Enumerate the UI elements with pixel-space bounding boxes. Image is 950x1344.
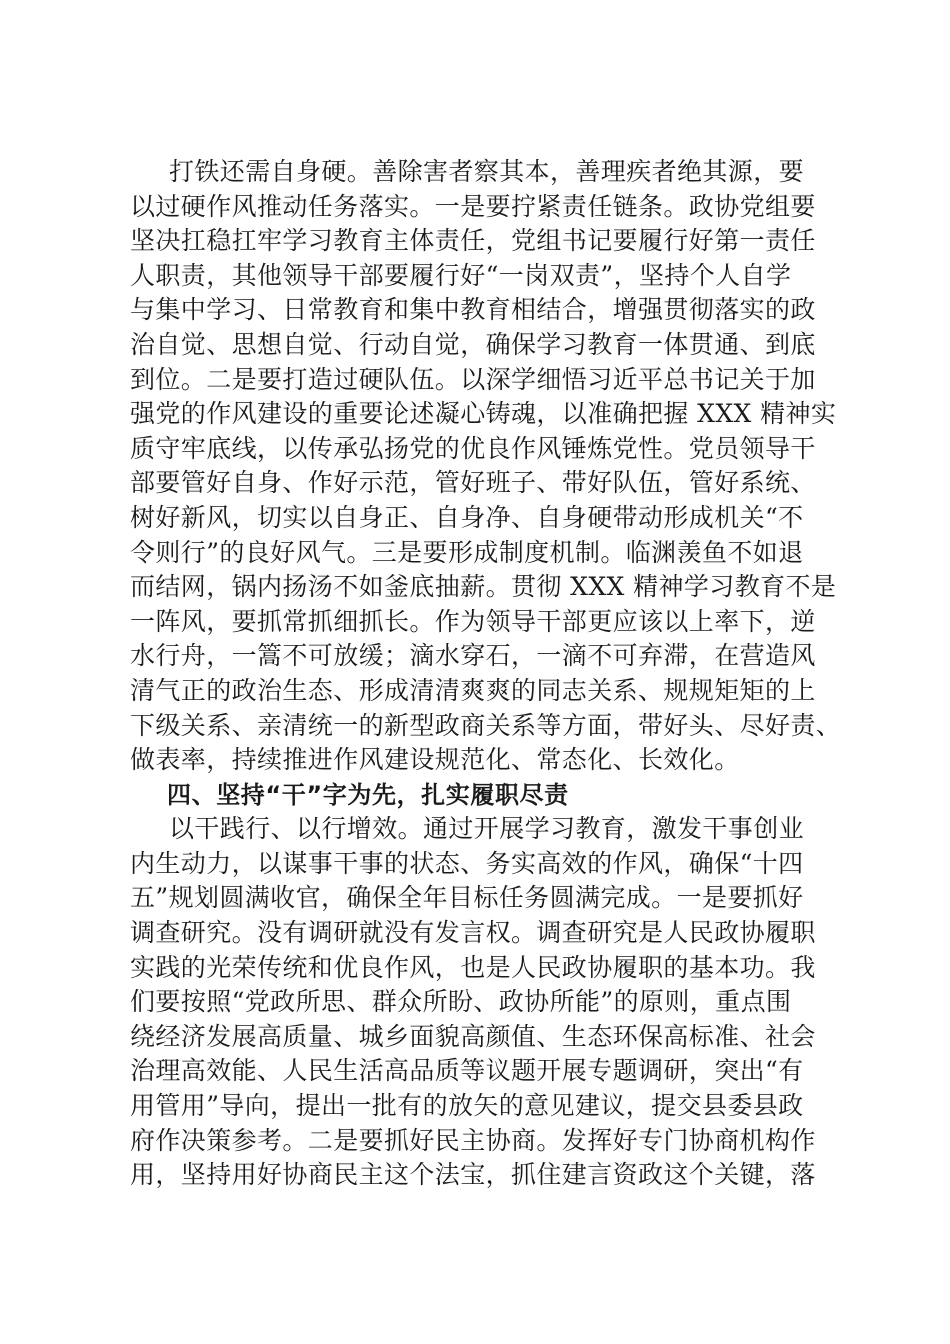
paragraph-line: 用管用”导向，提出一批有的放矢的意见建议，提交县委县政 [130, 1091, 804, 1121]
paragraph-line: 府作决策参考。二是要抓好民主协商。发挥好专门协商机构作 [130, 1125, 816, 1155]
paragraph-line: 坚决扛稳扛牢学习教育主体责任，党组书记要履行好第一责任 [130, 226, 816, 256]
paragraph-line: 内生动力，以谋事干事的状态、务实高效的作风，确保“十四 [130, 848, 804, 878]
paragraph-line: 强党的作风建设的重要论述凝心铸魂，以准确把握 XXX 精神实 [130, 399, 837, 429]
paragraph-line: 人职责，其他领导干部要履行好“一岗双责”，坚持个人自学 [130, 260, 792, 290]
paragraph-line: 治自觉、思想自觉、行动自觉，确保学习教育一体贯通、到底 [130, 329, 816, 359]
paragraph-line: 而结网，锅内扬汤不如釜底抽薪。贯彻 XXX 精神学习教育不是 [130, 572, 837, 602]
paragraph-line: 实践的光荣传统和优良作风，也是人民政协履职的基本功。我 [130, 952, 816, 982]
paragraph-line: 以过硬作风推动任务落实。一是要拧紧责任链条。政协党组要 [130, 191, 816, 221]
paragraph-line: 质守牢底线，以传承弘扬党的优良作风锤炼党性。党员领导干 [130, 433, 816, 463]
paragraph-line: 清气正的政治生态、形成清清爽爽的同志关系、规规矩矩的上 [130, 675, 816, 705]
paragraph-line: 一阵风，要抓常抓细抓长。作为领导干部更应该以上率下，逆 [130, 606, 816, 636]
paragraph-line: 打铁还需自身硬。善除害者察其本，善理疾者绝其源，要 [169, 157, 805, 186]
paragraph-line: 部要管好自身、作好示范，管好班子、带好队伍，管好系统、 [130, 468, 816, 498]
paragraph-line: 令则行”的良好风气。三是要形成制度机制。临渊羡鱼不如退 [130, 537, 804, 567]
document-body [130, 155, 842, 1193]
paragraph-line: 们要按照“党政所思、群众所盼、政协所能”的原则，重点围 [130, 987, 792, 1017]
paragraph-line: 下级关系、亲清统一的新型政商关系等方面，带好头、尽好责、 [130, 710, 842, 740]
paragraph-discipline [130, 155, 842, 778]
paragraph-line: 治理高效能、人民生活高品质等议题开展专题调研，突出“有 [130, 1056, 804, 1086]
section-heading-four: 四、坚持“干”字为先，扎实履职尽责 [167, 780, 569, 809]
paragraph-line: 水行舟，一篙不可放缓；滴水穿石，一滴不可弃滞，在营造风 [130, 641, 816, 671]
paragraph-line: 绕经济发展高质量、城乡面貌高颜值、生态环保高标准、社会 [130, 1021, 816, 1051]
paragraph-line: 调查研究。没有调研就没有发言权。调查研究是人民政协履职 [130, 918, 816, 948]
paragraph-line: 与集中学习、日常教育和集中教育相结合，增强贯彻落实的政 [130, 295, 816, 325]
paragraph-line: 五”规划圆满收官，确保全年目标任务圆满完成。一是要抓好 [130, 883, 804, 913]
paragraph-line: 做表率，持续推进作风建设规范化、常态化、长效化。 [130, 745, 740, 775]
paragraph-line: 到位。二是要打造过硬队伍。以深学细悟习近平总书记关于加 [130, 364, 816, 394]
paragraph-line: 树好新风，切实以自身正、自身净、自身硬带动形成机关“不 [130, 502, 804, 532]
paragraph-line: 以干践行、以行增效。通过开展学习教育，激发干事创业 [169, 814, 805, 844]
paragraph-action [130, 812, 830, 1193]
paragraph-line: 用，坚持用好协商民主这个法宝，抓住建言资政这个关键，落 [130, 1160, 816, 1190]
